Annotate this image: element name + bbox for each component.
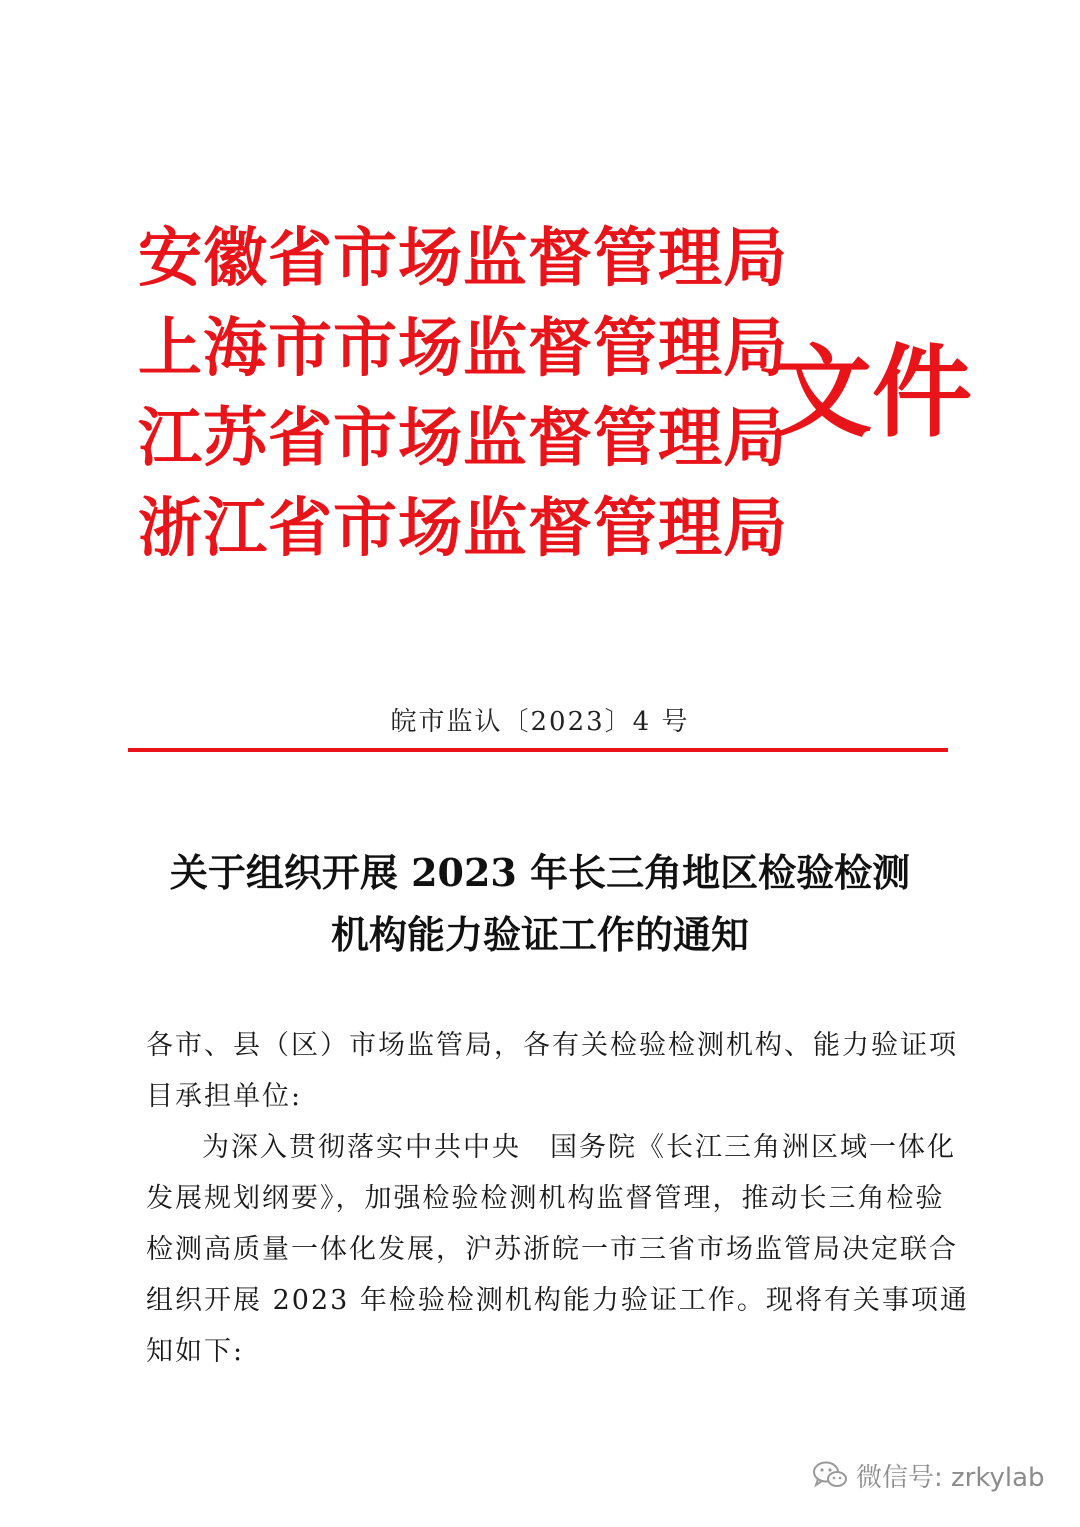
- issuing-authorities: [138, 214, 788, 574]
- issuer-shanghai: 上海市市场监督管理局: [138, 312, 788, 386]
- issuer-zhejiang: 浙江省市场监督管理局: [138, 492, 788, 566]
- body-line: 目承担单位:: [146, 1081, 303, 1112]
- document-number: 皖市监认〔2023〕4 号: [390, 707, 690, 737]
- document-word: 文件: [772, 334, 972, 451]
- body-line: 各市、县（区）市场监管局，各有关检验检测机构、能力验证项: [146, 1030, 958, 1061]
- title-line-1: 关于组织开展 2023 年长三角地区检验检测: [169, 850, 911, 895]
- title-line-2: 机构能力验证工作的通知: [330, 912, 749, 957]
- wechat-watermark: [812, 1455, 1045, 1495]
- document-title: [100, 842, 980, 966]
- watermark-text: 微信号: zrkylab: [856, 1462, 1045, 1493]
- body-line: 检测高质量一体化发展，沪苏浙皖一市三省市场监管局决定联合: [146, 1234, 958, 1265]
- body-line: 发展规划纲要》，加强检验检测机构监督管理，推动长三角检验: [146, 1183, 945, 1214]
- body-line: 为深入贯彻落实中共中央 国务院《长江三角洲区域一体化: [202, 1132, 956, 1163]
- body-line: 知如下:: [146, 1336, 245, 1367]
- body-line: 组织开展 2023 年检验检测机构能力验证工作。现将有关事项通: [146, 1285, 969, 1316]
- issuer-anhui: 安徽省市场监督管理局: [138, 222, 788, 296]
- red-divider: [128, 748, 948, 752]
- wechat-icon: [812, 1460, 848, 1490]
- document-body: [146, 1020, 969, 1377]
- issuer-jiangsu: 江苏省市场监督管理局: [138, 402, 788, 476]
